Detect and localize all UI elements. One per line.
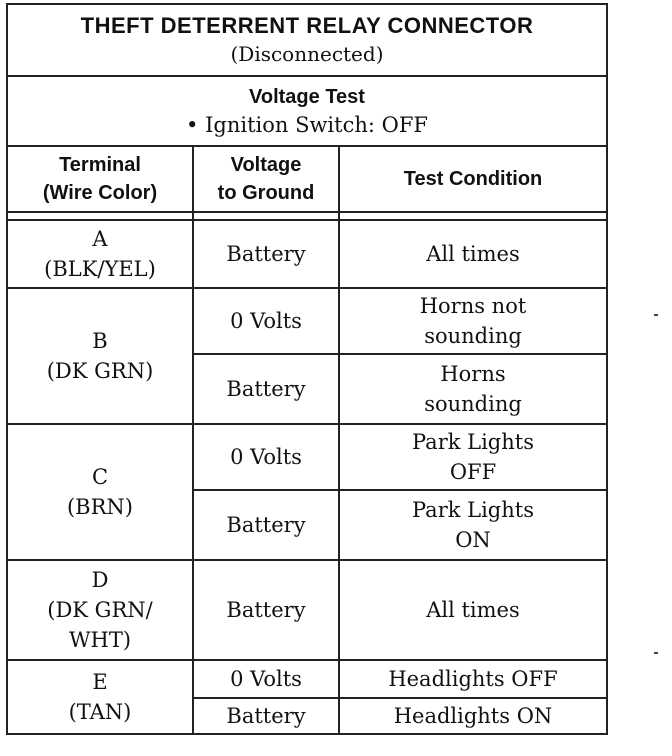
terminal-a-letter: A bbox=[92, 227, 108, 251]
table-row-c1 bbox=[7, 424, 607, 490]
condition-e1: Headlights OFF bbox=[339, 660, 607, 698]
terminal-d-wire-line2: WHT) bbox=[68, 628, 132, 652]
voltage-e1: 0 Volts bbox=[193, 660, 339, 698]
condition-c1-line2: OFF bbox=[449, 460, 497, 484]
terminal-c-wire: (BRN) bbox=[66, 495, 133, 519]
condition-e2: Headlights ON bbox=[339, 698, 607, 734]
terminal-c-letter: C bbox=[91, 465, 109, 489]
header-voltage-line1: Voltage bbox=[230, 154, 302, 176]
bullet-icon: • bbox=[186, 113, 199, 137]
table-row-a bbox=[7, 220, 607, 288]
table-row-d bbox=[7, 560, 607, 660]
header-voltage-line2: to Ground bbox=[217, 182, 315, 204]
condition-a: All times bbox=[339, 220, 607, 288]
condition-b1 bbox=[339, 288, 607, 354]
condition-c2-line2: ON bbox=[455, 528, 491, 552]
condition-c2-line1: Park Lights bbox=[412, 498, 534, 522]
condition-c2 bbox=[339, 490, 607, 560]
relay-connector-table-wrapper bbox=[6, 3, 606, 735]
voltage-d: Battery bbox=[193, 560, 339, 660]
relay-connector-table bbox=[6, 3, 608, 735]
condition-b2 bbox=[339, 354, 607, 424]
voltage-e2: Battery bbox=[193, 698, 339, 734]
table-row-e1 bbox=[7, 660, 607, 698]
terminal-d bbox=[7, 560, 193, 660]
condition-b1-line2: sounding bbox=[424, 324, 522, 348]
terminal-a bbox=[7, 220, 193, 288]
voltage-a: Battery bbox=[193, 220, 339, 288]
header-voltage bbox=[193, 146, 339, 212]
table-subtitle: (Disconnected) bbox=[230, 42, 384, 66]
header-terminal bbox=[7, 146, 193, 212]
scan-tick-mark bbox=[654, 652, 658, 654]
terminal-e-letter: E bbox=[92, 670, 108, 694]
voltage-test-cell bbox=[7, 76, 607, 146]
voltage-c2: Battery bbox=[193, 490, 339, 560]
ignition-condition: Ignition Switch: OFF bbox=[205, 113, 428, 137]
terminal-b-letter: B bbox=[92, 329, 108, 353]
header-terminal-line1: Terminal bbox=[59, 154, 141, 176]
terminal-e bbox=[7, 660, 193, 734]
header-terminal-line2: (Wire Color) bbox=[42, 182, 158, 204]
terminal-d-letter: D bbox=[91, 568, 109, 592]
condition-c1-line1: Park Lights bbox=[412, 430, 534, 454]
condition-d: All times bbox=[339, 560, 607, 660]
terminal-d-wire-line1: (DK GRN/ bbox=[47, 598, 153, 622]
condition-c1 bbox=[339, 424, 607, 490]
terminal-e-wire: (TAN) bbox=[68, 700, 132, 724]
condition-b2-line1: Horns bbox=[440, 362, 506, 386]
voltage-b2: Battery bbox=[193, 354, 339, 424]
table-title: THEFT DETERRENT RELAY CONNECTOR bbox=[80, 13, 534, 38]
table-title-cell bbox=[7, 4, 607, 76]
voltage-c1: 0 Volts bbox=[193, 424, 339, 490]
scan-tick-mark bbox=[654, 314, 658, 316]
voltage-test-condition bbox=[8, 111, 606, 139]
condition-b2-line2: sounding bbox=[424, 392, 522, 416]
terminal-b bbox=[7, 288, 193, 424]
terminal-c bbox=[7, 424, 193, 560]
table-row-b1 bbox=[7, 288, 607, 354]
voltage-b1: 0 Volts bbox=[193, 288, 339, 354]
voltage-test-heading: Voltage Test bbox=[249, 86, 365, 108]
header-condition: Test Condition bbox=[339, 146, 607, 212]
condition-b1-line1: Horns not bbox=[419, 294, 527, 318]
terminal-b-wire: (DK GRN) bbox=[46, 359, 154, 383]
header-gap-row bbox=[7, 212, 607, 220]
terminal-a-wire: (BLK/YEL) bbox=[44, 257, 156, 281]
